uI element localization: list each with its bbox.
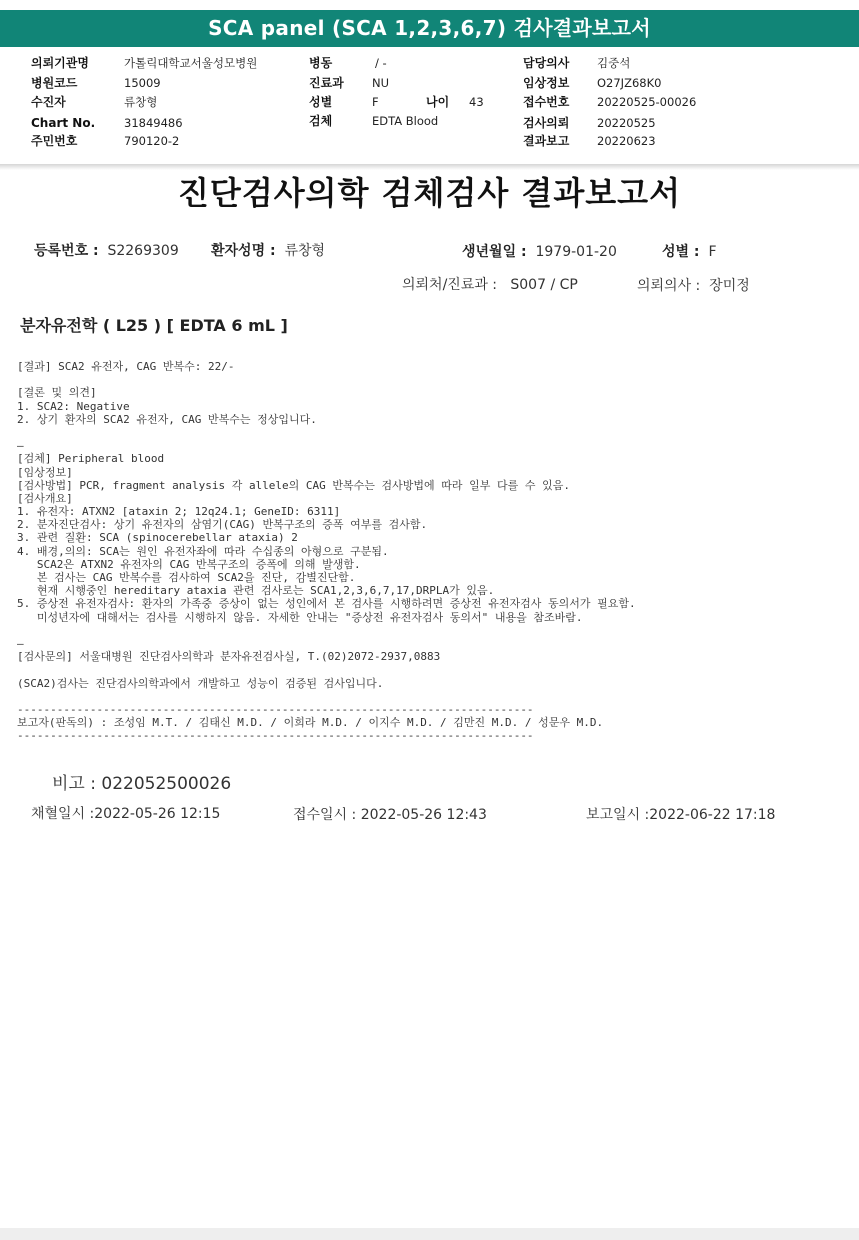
report-body-line: 2. 분자진단검사: 상기 유전자의 삼염기(CAG) 반복구조의 증폭 여부를 검사함. bbox=[17, 518, 428, 532]
header-row-resident-no: 주민번호 bbox=[31, 134, 78, 148]
collection-datetime: 채혈일시 :2022-05-26 12:15 bbox=[31, 806, 221, 822]
header-row-request-date: 검사의뢰 bbox=[523, 116, 570, 130]
referring-doctor: 의뢰의사 : 장미정 bbox=[637, 278, 750, 294]
header-row-ward: 병동 bbox=[309, 56, 333, 70]
report-body-line: 1. 유전자: ATXN2 [ataxin 2; 12q24.1; GeneID: 6311] bbox=[17, 505, 341, 519]
header-row-age: 나이 bbox=[426, 95, 450, 109]
header-row-institution: 의뢰기관명 bbox=[31, 56, 89, 70]
header-age-value: 43 bbox=[469, 95, 484, 109]
document-title: 진단검사의학 검체검사 결과보고서 bbox=[178, 174, 681, 212]
header-request-date-value: 20220525 bbox=[597, 116, 656, 130]
report-body-line: 현재 시행중인 hereditary ataxia 관련 검사로는 SCA1,2,3,6,7,17,DRPLA가 있음. bbox=[17, 584, 495, 598]
report-body-line: 5. 증상전 유전자검사: 환자의 가족중 증상이 없는 성인에서 본 검사를 시행하려면 증상전 유전자검사 동의서가 필요함. bbox=[17, 597, 636, 611]
header-sex-value: F bbox=[372, 95, 379, 109]
registration-no: 등록번호 : S2269309 bbox=[34, 243, 179, 259]
header-row-report-date: 결과보고 bbox=[523, 134, 570, 148]
report-body-line bbox=[17, 373, 847, 386]
header-row-clinical-info: 임상정보 bbox=[523, 76, 570, 90]
patient-sex: 성별 : F bbox=[662, 244, 717, 260]
report-title-bar bbox=[0, 10, 859, 47]
report-body bbox=[17, 360, 847, 742]
header-patient-value: 류창형 bbox=[124, 95, 158, 109]
report-body-line: 3. 관련 질환: SCA (spinocerebellar ataxia) 2 bbox=[17, 531, 298, 545]
header-info-panel bbox=[0, 47, 859, 166]
header-specimen-value: EDTA Blood bbox=[372, 114, 439, 128]
header-row-receipt-no: 접수번호 bbox=[523, 95, 570, 109]
report-body-line: [검체] Peripheral blood bbox=[17, 452, 165, 466]
report-body-line bbox=[17, 426, 847, 439]
report-body-line bbox=[17, 663, 847, 676]
report-body-line: 미성년자에 대해서는 검사를 시행하지 않음. 자세한 안내는 "증상전 유전자검사 동의서" 내용을 참조바람. bbox=[17, 610, 583, 624]
patient-name: 환자성명 : 류창형 bbox=[211, 243, 326, 259]
report-body-line: 1. SCA2: Negative bbox=[17, 399, 130, 413]
header-receipt-no-value: 20220525-00026 bbox=[597, 95, 697, 109]
report-title: SCA panel (SCA 1,2,3,6,7) 검사결과보고서 bbox=[208, 16, 651, 40]
report-body-line bbox=[17, 624, 847, 637]
report-body-line: 4. 배경,의의: SCA는 원인 유전자좌에 따라 수십종의 아형으로 구분됨. bbox=[17, 544, 389, 558]
report-body-line: ------------------------------------------------------------------------------ bbox=[17, 729, 534, 743]
referring-department: 의뢰처/진료과 : S007 / CP bbox=[402, 277, 578, 293]
report-body-line: 2. 상기 환자의 SCA2 유전자, CAG 반복수는 정상입니다. bbox=[17, 412, 317, 426]
report-body-line bbox=[17, 690, 847, 703]
report-body-line: 본 검사는 CAG 반복수를 검사하여 SCA2을 진단, 감별진단함. bbox=[17, 571, 356, 584]
report-body-line: (SCA2)검사는 진단검사의학과에서 개발하고 성능이 검증된 검사입니다. bbox=[17, 676, 384, 690]
report-body-line: 보고자(판독의) : 조성임 M.T. / 김태신 M.D. / 이희라 M.D. / 이지수 M.D. / 김만진 M.D. / 성문우 M.D. bbox=[17, 716, 604, 730]
header-resident-no-value: 790120-2 bbox=[124, 134, 180, 148]
receipt-datetime: 접수일시 : 2022-05-26 12:43 bbox=[293, 807, 487, 823]
page-bottom-band bbox=[0, 1228, 859, 1240]
report-body-line: — bbox=[17, 439, 24, 453]
header-institution-value: 가톨릭대학교서울성모병원 bbox=[124, 56, 258, 70]
header-department-value: NU bbox=[372, 76, 390, 90]
report-body-line: [검사방법] PCR, fragment analysis 각 allele의 CAG 반복수는 검사방법에 따라 일부 다를 수 있음. bbox=[17, 478, 571, 492]
header-row-doctor: 담당의사 bbox=[523, 56, 570, 70]
header-report-date-value: 20220623 bbox=[597, 134, 656, 148]
report-datetime: 보고일시 :2022-06-22 17:18 bbox=[586, 807, 776, 823]
report-body-line: [결론 및 의견] bbox=[17, 386, 97, 400]
header-row-chart-no: Chart No. bbox=[31, 116, 96, 130]
report-body-line: [검사개요] bbox=[17, 491, 73, 505]
header-row-department: 진료과 bbox=[309, 76, 344, 90]
header-clinical-info-value: O27JZ68K0 bbox=[597, 76, 662, 90]
report-body-line: [임상정보] bbox=[17, 465, 73, 479]
header-doctor-value: 김중석 bbox=[597, 56, 631, 70]
report-body-line: ------------------------------------------------------------------------------ bbox=[17, 702, 534, 716]
header-hospital-code-value: 15009 bbox=[124, 76, 161, 90]
header-row-sex: 성별 bbox=[309, 95, 333, 109]
section-heading: 분자유전학 ( L25 ) [ EDTA 6 mL ] bbox=[20, 316, 288, 335]
header-chart-no-value: 31849486 bbox=[124, 116, 183, 130]
report-body-line: [결과] SCA2 유전자, CAG 반복수: 22/- bbox=[17, 360, 235, 373]
header-row-specimen: 검체 bbox=[309, 114, 333, 128]
report-body-line: — bbox=[17, 636, 24, 650]
report-body-line: [검사문의] 서울대병원 진단검사의학과 분자유전검사실, T.(02)2072-2937,0883 bbox=[17, 650, 441, 664]
birth-date: 생년월일 : 1979-01-20 bbox=[462, 244, 617, 260]
remark: 비고 : 022052500026 bbox=[52, 774, 232, 794]
header-ward-value: / - bbox=[375, 56, 387, 70]
header-row-hospital-code: 병원코드 bbox=[31, 76, 78, 90]
header-row-patient: 수진자 bbox=[31, 95, 66, 109]
report-body-line: SCA2은 ATXN2 유전자의 CAG 반복구조의 증폭에 의해 발생함. bbox=[17, 557, 361, 571]
